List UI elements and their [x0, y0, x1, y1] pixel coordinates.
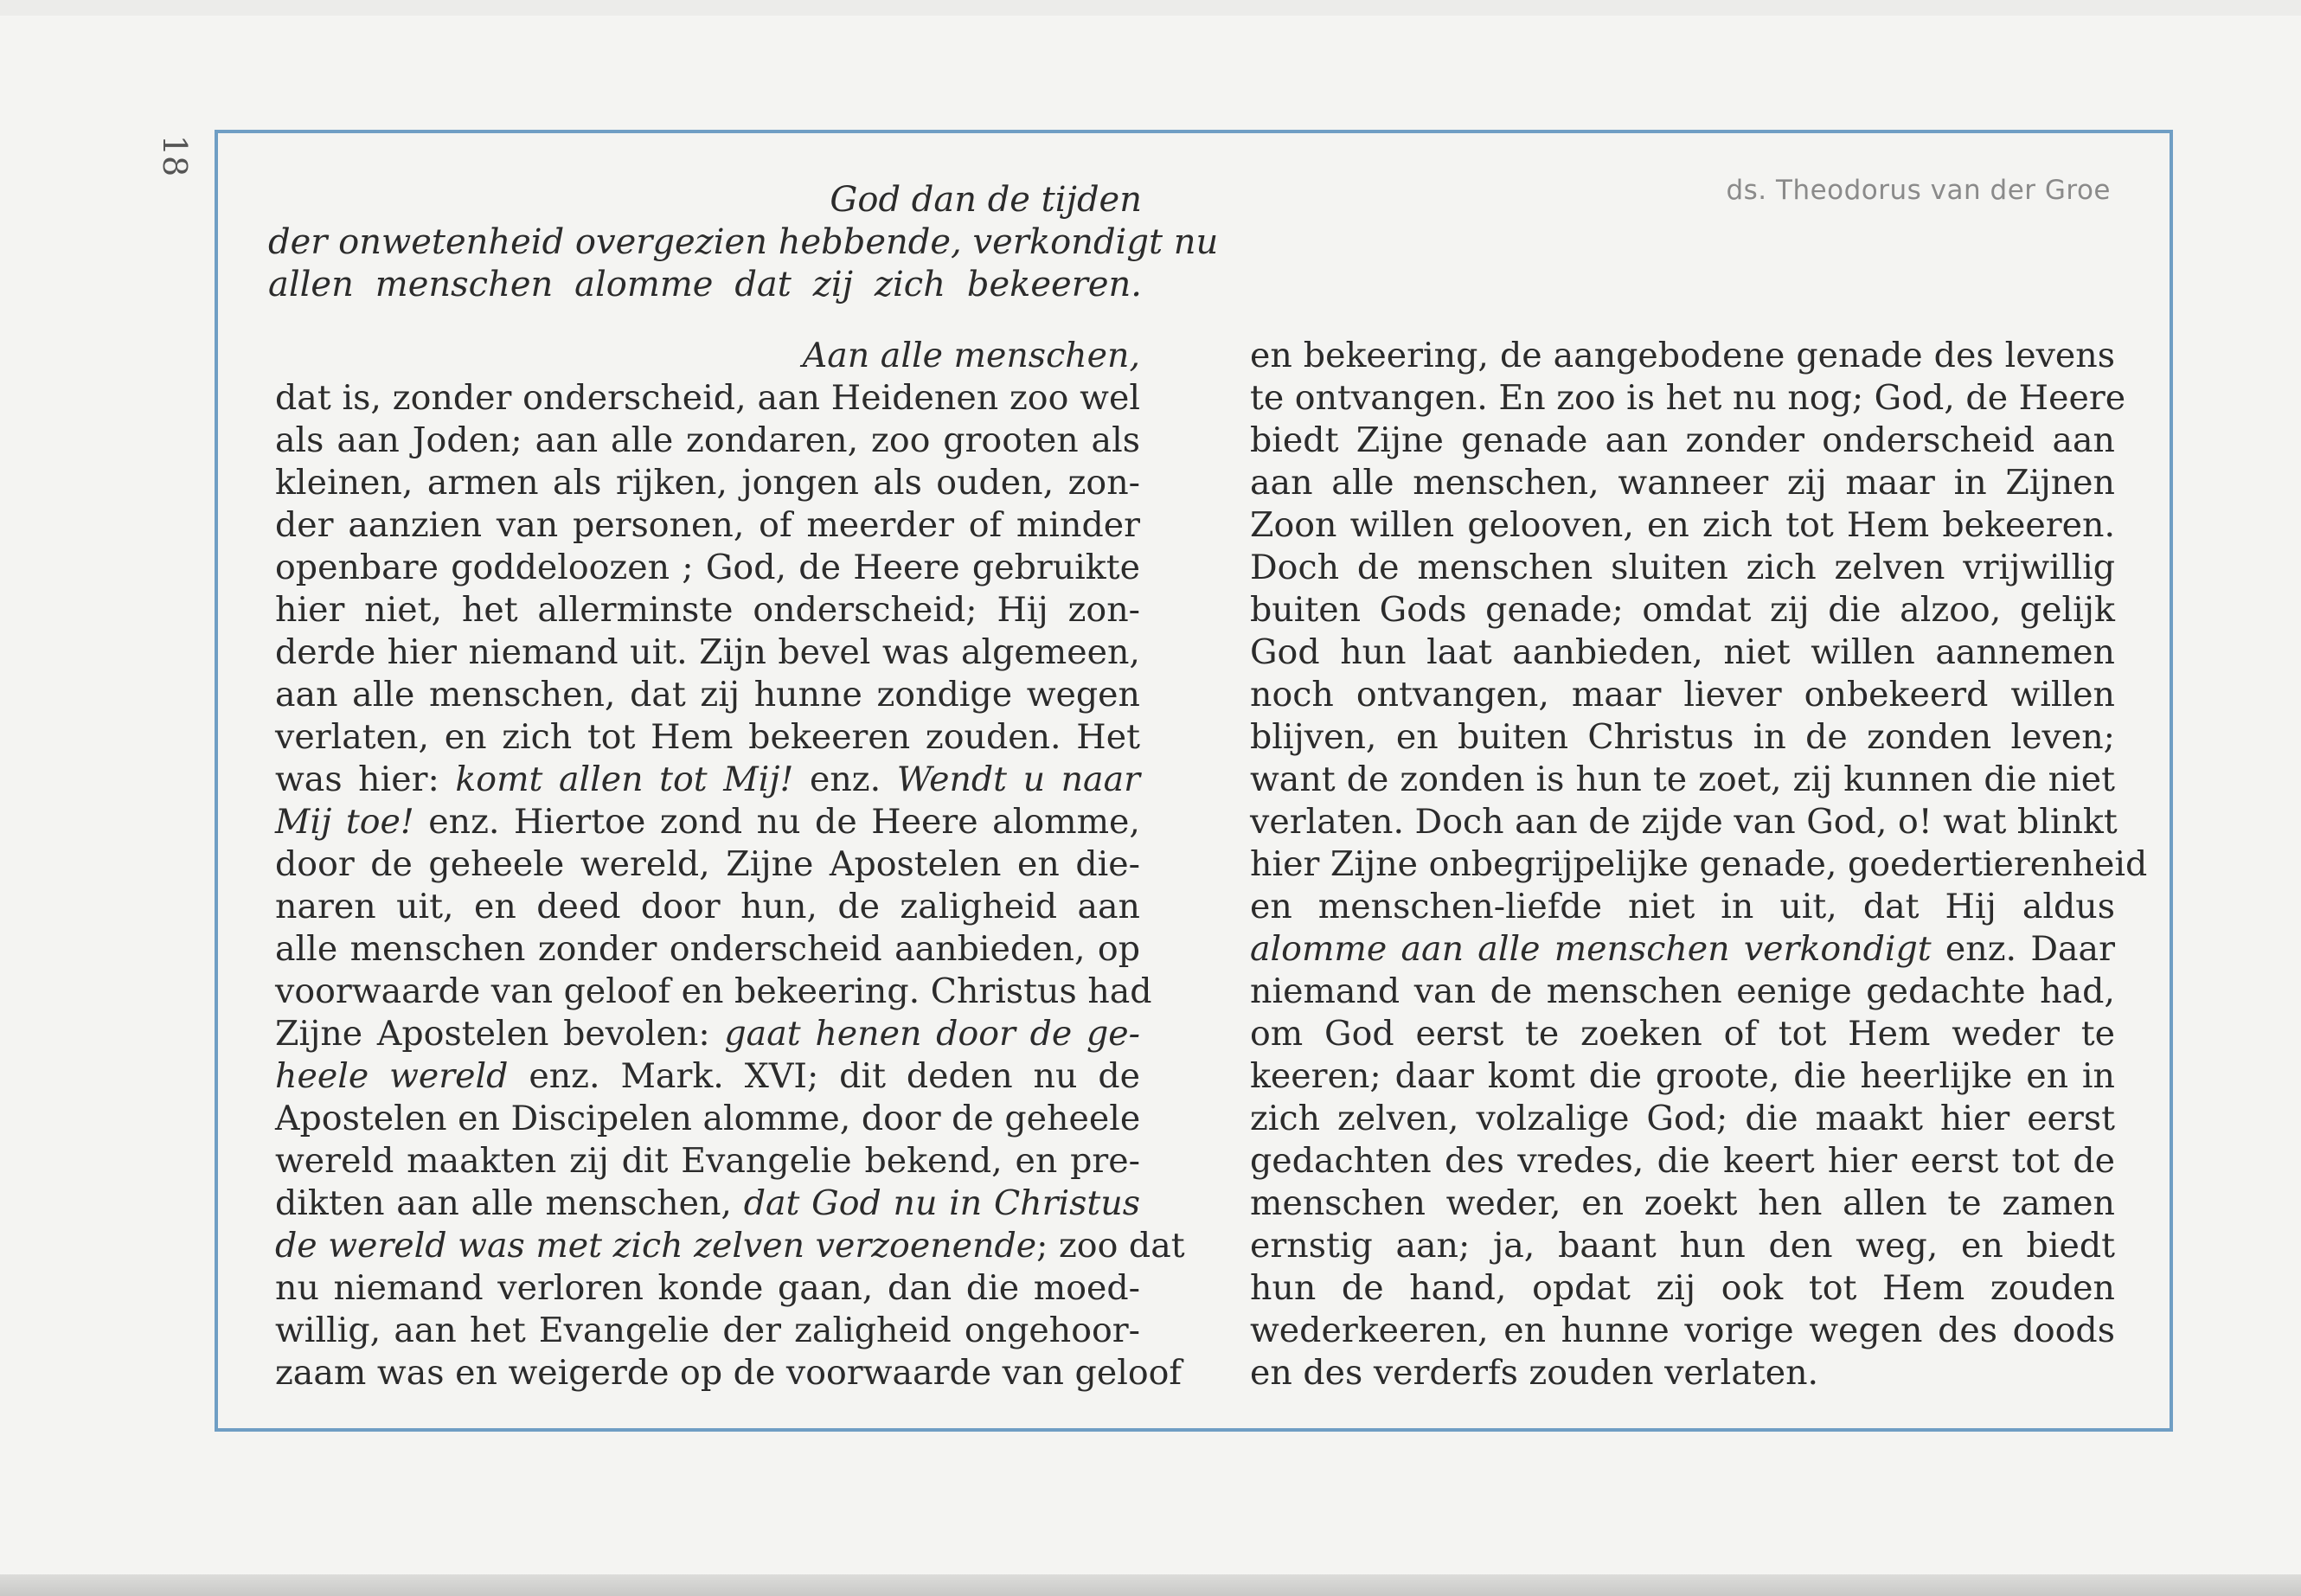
text-segment: enz. Daar: [1931, 929, 2115, 969]
text-line: buiten Gods genade; omdat zij die alzoo, gelijk: [1250, 590, 2115, 630]
text-line: der aanzien van personen, of meerder of minder: [275, 505, 1140, 545]
text-line: voorwaarde van geloof en bekeering. Christus had: [275, 971, 1152, 1011]
text-line: aan alle menschen, wanneer zij maar in Zijnen: [1250, 463, 2115, 503]
text-line: verlaten, en zich tot Hem bekeeren zouden. Het: [275, 717, 1140, 757]
text-line: als aan Joden; aan alle zondaren, zoo grooten als: [275, 420, 1140, 460]
text-line: want de zonden is hun te zoet, zij kunnen die niet: [1250, 760, 2115, 799]
text-line: openbare goddeloozen ; God, de Heere gebruikte: [275, 548, 1140, 587]
text-line: derde hier niemand uit. Zijn bevel was algemeen,: [275, 632, 1140, 672]
text-line: naren uit, en deed door hun, de zaligheid aan: [275, 887, 1140, 926]
text-line: [275, 1013, 1140, 1055]
right-text-column: [1250, 335, 2148, 1394]
quote-line: der onwetenheid overgezien hebbende, verkondigt nu: [268, 222, 1219, 262]
italic-segment: heele wereld: [275, 1056, 509, 1096]
text-line: biedt Zijne genade aan zonder onderscheid aan: [1250, 420, 2115, 460]
text-line: [1250, 928, 2115, 971]
text-line: God hun laat aanbieden, niet willen aannemen: [1250, 632, 2115, 672]
text-line: [275, 759, 1140, 801]
text-line: [275, 1183, 1140, 1225]
italic-segment: dat God nu in Christus: [743, 1183, 1140, 1223]
text-line: zaam was en weigerde op de voorwaarde van geloof: [275, 1353, 1183, 1393]
text-line: ernstig aan; ja, baant hun den weg, en biedt: [1250, 1226, 2115, 1266]
text-segment: was hier:: [275, 760, 456, 799]
text-line: niemand van de menschen eenige gedachte had,: [1250, 971, 2115, 1011]
text-line: blijven, en buiten Christus in de zonden leven;: [1250, 717, 2115, 757]
text-line: willig, aan het Evangelie der zaligheid ongehoor-: [275, 1311, 1140, 1350]
text-line: hun de hand, opdat zij ook tot Hem zouden: [1250, 1268, 2115, 1308]
italic-segment: de wereld was met zich zelven verzoenende: [275, 1226, 1037, 1266]
text-line: keeren; daar komt die groote, die heerlijke en in: [1250, 1056, 2115, 1096]
running-head-author: ds. Theodorus van der Groe: [1726, 175, 2111, 206]
text-line: Aan alle menschen,: [802, 336, 1140, 375]
text-line: nu niemand verloren konde gaan, dan die moed-: [275, 1268, 1140, 1308]
quote-line: God dan de tijden: [830, 180, 1142, 220]
text-line: [275, 801, 1140, 843]
text-line: Doch de menschen sluiten zich zelven vrijwillig: [1250, 548, 2115, 587]
italic-segment: Mij toe!: [275, 802, 414, 842]
text-line: wereld maakten zij dit Evangelie bekend, en pre-: [275, 1141, 1140, 1181]
text-line: wederkeeren, en hunne vorige wegen des doods: [1250, 1311, 2115, 1350]
text-segment: enz. Mark. XVI; dit deden nu de: [508, 1056, 1140, 1096]
left-text-column: [275, 335, 1185, 1394]
text-line: en bekeering, de aangebodene genade des levens: [1250, 336, 2115, 375]
text-line: hier Zijne onbegrijpelijke genade, goedertierenheid: [1250, 844, 2148, 884]
text-segment: ; zoo dat: [1036, 1226, 1185, 1266]
text-line: Zoon willen gelooven, en zich tot Hem bekeeren.: [1250, 505, 2115, 545]
italic-segment: gaat henen door de ge-: [724, 1014, 1141, 1054]
text-line: verlaten. Doch aan de zijde van God, o! wat blinkt: [1250, 802, 2118, 842]
scripture-quote: [268, 179, 1219, 306]
text-line: Apostelen en Discipelen alomme, door de geheele: [275, 1099, 1141, 1138]
text-segment: dikten aan alle menschen,: [275, 1183, 744, 1223]
text-line: dat is, zonder onderscheid, aan Heidenen zoo wel: [275, 378, 1140, 418]
text-line: te ontvangen. En zoo is het nu nog; God, de Heere: [1250, 378, 2126, 418]
text-segment: enz. Hiertoe zond nu de Heere alomme,: [413, 802, 1140, 842]
text-line: en des verderfs zouden verlaten.: [1250, 1353, 1819, 1393]
text-line: zich zelven, volzalige God; die maakt hier eerst: [1250, 1099, 2115, 1138]
text-line: [275, 1055, 1140, 1098]
text-line: hier niet, het allerminste onderscheid; Hij zon-: [275, 590, 1140, 630]
italic-segment: alomme aan alle menschen verkondigt: [1250, 929, 1932, 969]
text-line: door de geheele wereld, Zijne Apostelen en die-: [275, 844, 1140, 884]
italic-segment: Wendt u naar: [896, 760, 1141, 799]
text-line: [275, 1225, 1185, 1267]
text-segment: Zijne Apostelen bevolen:: [275, 1014, 725, 1054]
text-segment: enz.: [793, 760, 897, 799]
text-line: om God eerst te zoeken of tot Hem weder te: [1250, 1014, 2115, 1054]
text-line: aan alle menschen, dat zij hunne zondige wegen: [275, 675, 1140, 715]
page-number: 18: [156, 134, 194, 177]
text-line: kleinen, armen als rijken, jongen als ouden, zon-: [275, 463, 1140, 503]
text-line: alle menschen zonder onderscheid aanbieden, op: [275, 929, 1140, 969]
text-line: gedachten des vredes, die keert hier eerst tot de: [1250, 1141, 2115, 1181]
text-line: menschen weder, en zoekt hen allen te zamen: [1250, 1183, 2115, 1223]
text-line: noch ontvangen, maar liever onbekeerd willen: [1250, 675, 2115, 715]
italic-segment: komt allen tot Mij!: [455, 760, 794, 799]
text-line: en menschen-liefde niet in uit, dat Hij aldus: [1250, 887, 2115, 926]
page-edge: [0, 1574, 2301, 1596]
quote-line: allen menschen alomme dat zij zich bekeeren.: [268, 265, 1142, 304]
